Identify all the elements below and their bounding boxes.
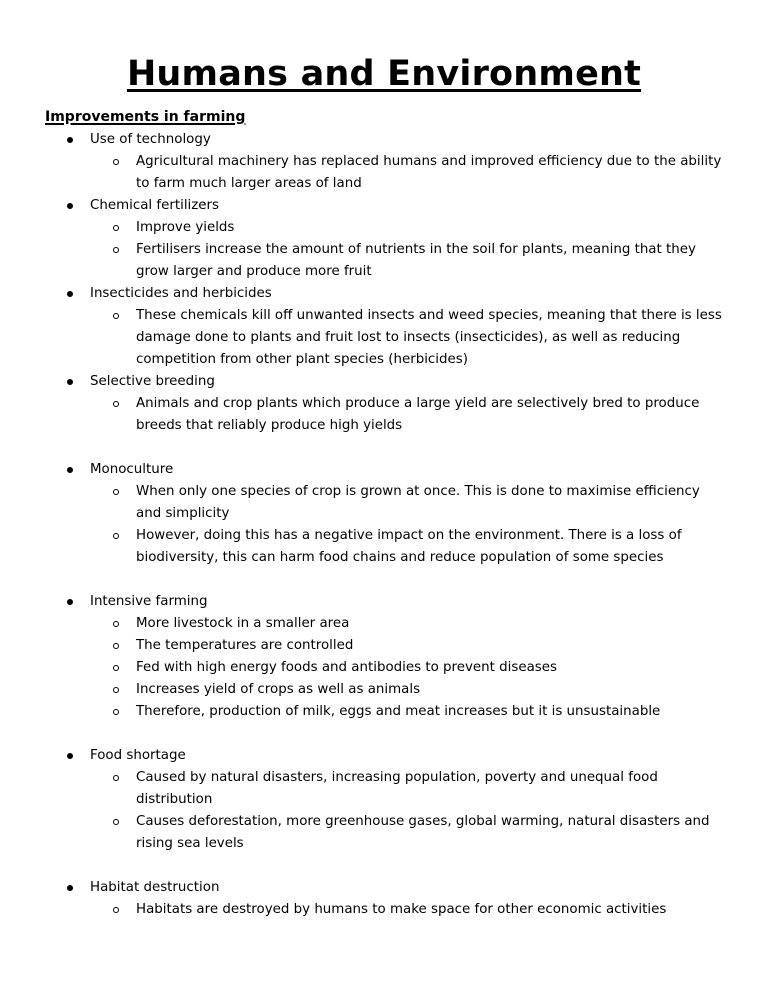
sub-list-item-text: More livestock in a smaller area (136, 616, 350, 631)
sub-list-item (136, 701, 726, 723)
sub-list-item (136, 635, 726, 657)
sub-list-item-text: Fed with high energy foods and antibodies to prevent diseases (136, 660, 557, 675)
sub-list-item-text: Fertilisers increase the amount of nutrients in the soil for plants, meaning that they grow larger and produce more fruit (136, 242, 696, 279)
bullet-dot-icon (67, 467, 73, 473)
sub-list (90, 217, 768, 283)
sub-list-item (136, 899, 726, 921)
list-item-food-shortage (0, 745, 768, 855)
list-item-label: Use of technology (90, 132, 211, 147)
section-heading: Improvements in farming (45, 109, 246, 125)
list-item-label: Food shortage (90, 748, 186, 763)
list-item-monoculture (0, 459, 768, 569)
sub-list-item (136, 613, 726, 635)
bullet-circle-icon (113, 533, 119, 539)
sub-list-item-text: Increases yield of crops as well as animals (136, 682, 421, 697)
sub-list-item-text: When only one species of crop is grown at once. This is done to maximise efficiency and simplicity (136, 484, 700, 521)
bullet-dot-icon (67, 291, 73, 297)
sub-list-item (136, 151, 726, 195)
sub-list-item (136, 393, 726, 437)
sub-list (90, 481, 768, 569)
sub-list-item (136, 217, 726, 239)
sub-list-item-text: Animals and crop plants which produce a large yield are selectively bred to produce breeds that reliably produce high yields (136, 396, 700, 433)
sub-list-item-text: Caused by natural disasters, increasing population, poverty and unequal food distribution (136, 770, 658, 807)
bullet-circle-icon (113, 247, 119, 253)
sub-list (90, 393, 768, 437)
bullet-circle-icon (113, 687, 119, 693)
bullet-dot-icon (67, 885, 73, 891)
sub-list-item (136, 811, 726, 855)
sub-list-item-text: Improve yields (136, 220, 235, 235)
bullet-circle-icon (113, 313, 119, 319)
sub-list-item-text: Habitats are destroyed by humans to make space for other economic activities (136, 902, 667, 917)
sub-list-item-text: However, doing this has a negative impact on the environment. There is a loss of biodiversity, this can harm food chains and reduce population of some species (136, 528, 682, 565)
bullet-circle-icon (113, 225, 119, 231)
sub-list-item (136, 481, 726, 525)
list-item-label: Monoculture (90, 462, 174, 477)
sub-list (90, 767, 768, 855)
bullet-circle-icon (113, 643, 119, 649)
bullet-dot-icon (67, 753, 73, 759)
sub-list-item (136, 305, 726, 371)
sub-list-item (136, 767, 726, 811)
bullet-list (0, 129, 768, 921)
bullet-circle-icon (113, 819, 119, 825)
sub-list (90, 151, 768, 195)
list-item-intensive-farming (0, 591, 768, 723)
list-item-selective-breeding (0, 371, 768, 437)
list-item-label: Chemical fertilizers (90, 198, 220, 213)
bullet-circle-icon (113, 159, 119, 165)
bullet-circle-icon (113, 709, 119, 715)
list-item-label: Selective breeding (90, 374, 215, 389)
list-item-insecticides-and-herbicides (0, 283, 768, 371)
list-item-chemical-fertilizers (0, 195, 768, 283)
document-title: Humans and Environment (126, 54, 642, 94)
sub-list-item (136, 657, 726, 679)
bullet-dot-icon (67, 379, 73, 385)
list-item-label: Intensive farming (90, 594, 208, 609)
list-item-label: Insecticides and herbicides (90, 286, 272, 301)
sub-list (90, 613, 768, 723)
bullet-circle-icon (113, 489, 119, 495)
sub-list (90, 899, 768, 921)
list-item-label: Habitat destruction (90, 880, 220, 895)
bullet-dot-icon (67, 203, 73, 209)
sub-list-item (136, 239, 726, 283)
sub-list-item-text: Therefore, production of milk, eggs and meat increases but it is unsustainable (136, 704, 661, 719)
sub-list (90, 305, 768, 371)
bullet-circle-icon (113, 665, 119, 671)
list-item-use-of-technology (0, 129, 768, 195)
sub-list-item-text: These chemicals kill off unwanted insects and weed species, meaning that there is less damage done to plants and fruit lost to insects (insecticides), as well as reducing competition from other plant species (herbicides) (136, 308, 722, 367)
bullet-circle-icon (113, 401, 119, 407)
sub-list-item (136, 679, 726, 701)
sub-list-item (136, 525, 726, 569)
list-item-habitat-destruction (0, 877, 768, 921)
bullet-dot-icon (67, 599, 73, 605)
bullet-circle-icon (113, 907, 119, 913)
sub-list-item-text: Agricultural machinery has replaced humans and improved efficiency due to the ability to farm much larger areas of land (136, 154, 722, 191)
bullet-circle-icon (113, 621, 119, 627)
bullet-dot-icon (67, 137, 73, 143)
bullet-circle-icon (113, 775, 119, 781)
sub-list-item-text: The temperatures are controlled (136, 638, 354, 653)
sub-list-item-text: Causes deforestation, more greenhouse gases, global warming, natural disasters and rising sea levels (136, 814, 710, 851)
